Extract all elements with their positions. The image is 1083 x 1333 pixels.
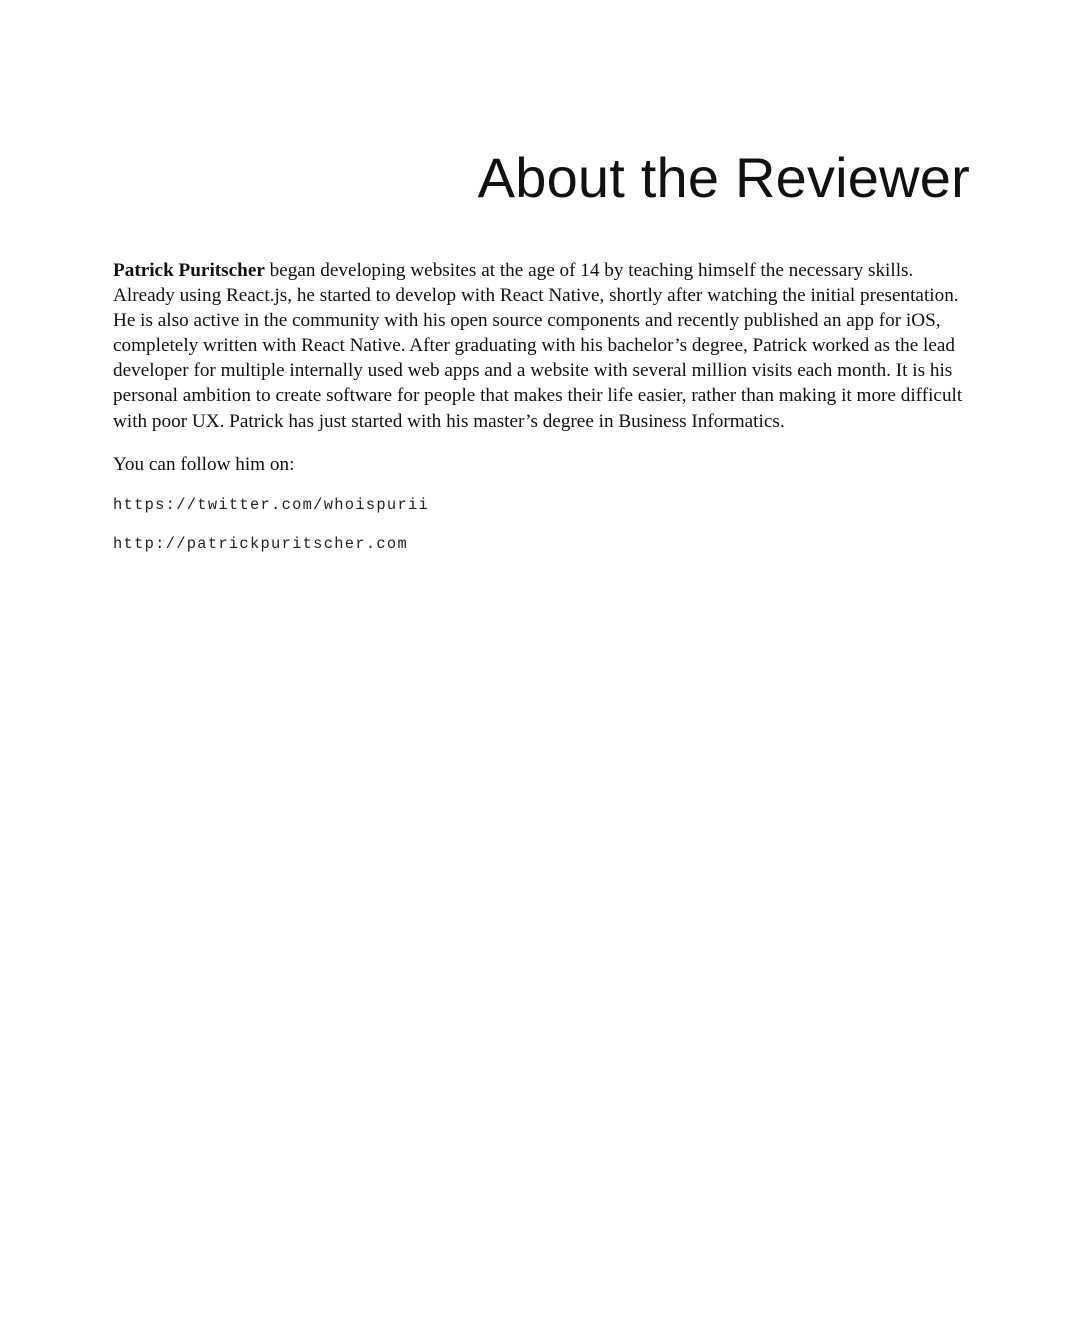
page-title: About the Reviewer [477, 146, 970, 209]
reviewer-name: Patrick Puritscher [113, 260, 265, 281]
follow-intro: You can follow him on: [113, 453, 295, 475]
reviewer-bio-text: began developing websites at the age of 14 by teaching himself the necessary skills. Already using React.js, he started to develop with React Native, shortly after watching the initial presentation. He is also active in the community with his open source components and recently published an app for iOS, completely written with React Native. After graduating with his bachelor’s degree, Patrick worked as the lead developer for multiple internally used web apps and a website with several million visits each month. It is his personal ambition to create software for people that makes their life easier, rather than making it more difficult with poor UX. Patrick has just started with his master’s degree in Business Informatics. [113, 260, 963, 432]
website-link[interactable]: http://patrickpuritscher.com [113, 534, 409, 553]
reviewer-section [113, 258, 971, 554]
reviewer-bio [113, 258, 971, 434]
twitter-link[interactable]: https://twitter.com/whoispurii [113, 495, 430, 514]
